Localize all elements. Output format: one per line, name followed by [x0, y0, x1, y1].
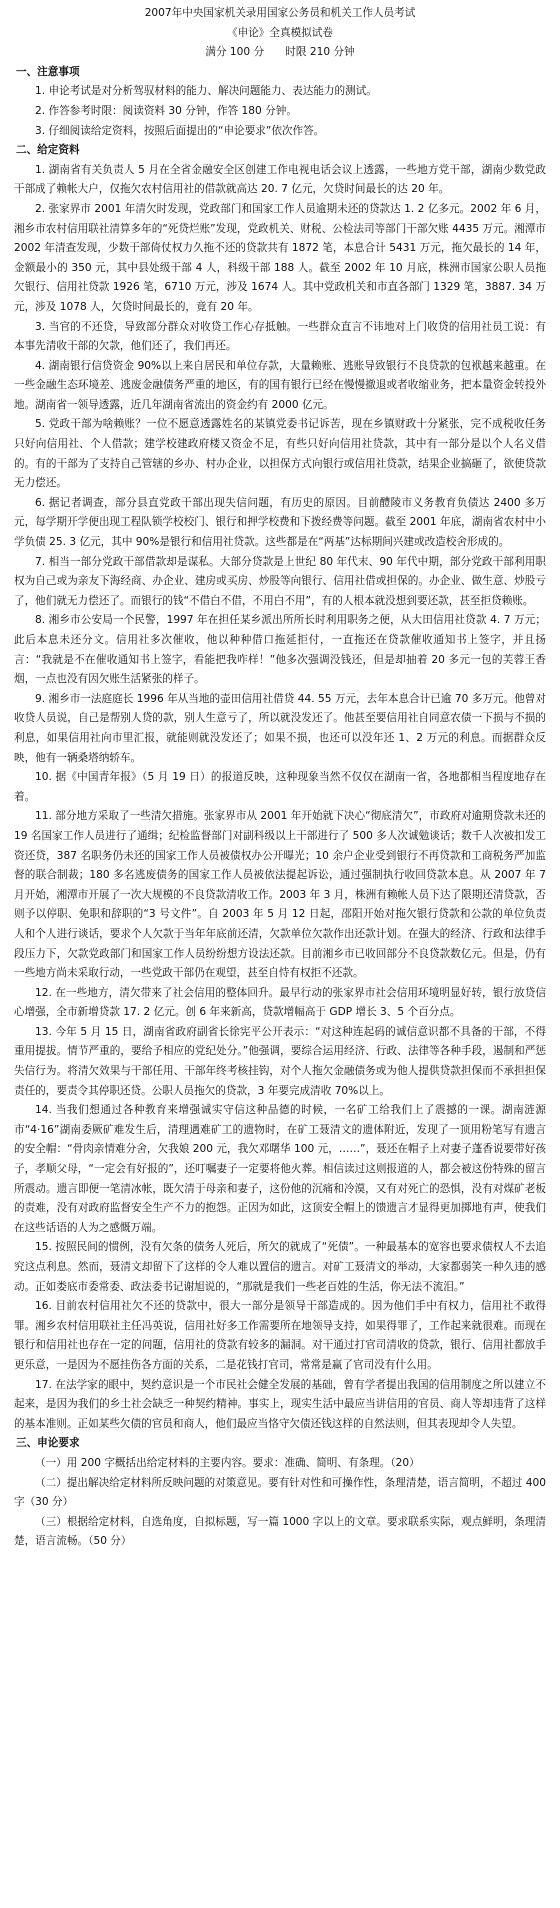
- note-item: 1. 申论考试是对分析驾驭材料的能力、解决问题能力、表达能力的测试。: [35, 85, 377, 98]
- material-paragraph: 12. 在一些地方，清欠带来了社会信用的整体回升。最早行动的张家界市社会信用环境明显好转，银行放贷信心增强，全市新增贷款 17. 2 亿元。创 6 年来新高，贷款增幅高于 GDP 增长 3、5 个百分点。: [14, 986, 546, 1019]
- material-paragraph: 4. 湖南银行信贷资金 90%以上来自居民和单位存款，大量赖账、逃账导致银行不良贷款的包袱越来越重。在一些金融生态环境差、逃废金融债务严重的地区，有的国有银行已经在慢慢撤退或者收缩业务，把本量资金转投外地。湖南省一领导透露，近几年湖南省流出的资金约有 2000 亿元。: [14, 359, 546, 411]
- requirement-item: （二）提出解决给定材料所反映问题的对策意见。要有针对性和可操作性，条理清楚，语言简明，不超过 400 字（30 分）: [14, 1476, 546, 1509]
- material-paragraph: 13. 今年 5 月 15 日，湖南省政府副省长徐宪平公开表示：“对这种连起码的诚信意识都不具备的干部，不得重用提拔。情节严重的，要给予相应的党纪处分。”他强调，要综合运用经济、行政、法律等各种手段，遏制和严惩失信行为。将清欠效果与干部任用、干部年终考核挂钩，对个人拖欠金融债务或为他人提供贷款担保而不承担担保责任的，要责令其停职还贷。公职人员拖欠的贷款，3 年要完成清收 70%以上。: [14, 1025, 546, 1097]
- material-paragraph: 11. 部分地方采取了一些清欠措施。张家界市从 2001 年开始就下决心“彻底清欠”，市政府对逾期贷款未还的 19 名国家工作人员进行了通缉；纪检监督部门对副科级以上干部进行了 500 多人次诚勉谈话；数千人次被扣发工资还贷，387 名职务仍未还的国家工作人员被债权办公开曝光；10 余户企业受到银行不再贷款和工商税务严加监督的联合制裁；180 多名逃废债务的国家工作人员被依法提起诉讼，通过强制执行收回贷款本息。从 2007 年 7 月开始，湘潭市开展了一次大规模的不良贷款清收工作。2003 年 3 月，株洲有赖帐人员下达了限期还清贷款，否则予以停职、免职和辞职的“3 号文件”。自 2003 年 5 月 12 日起，邵阳开始对拖欠银行贷款和公款的单位负责人和个人进行谈话，要求个人欠款于当年年底前还清，欠款单位欠款作出还款计划。在强大的经济、行政和法律手段压力下，欠款党政部门和国家工作人员纷纷想方设法还款。目前湘乡市已收回部分不良贷款数亿元。但是，仍有一些地方尚未采取行动，一些党政干部仍在观望，甚至自恃有权拒不还款。: [14, 810, 546, 980]
- requirements-heading: 三、申论要求: [16, 1437, 80, 1450]
- material-paragraph: 8. 湘乡市公安局一个民警，1997 年在担任某乡派出所所长时利用职务之便，从大田信用社贷款 4. 7 万元；此后本息未还分文。信用社多次催收，他以种种借口拖延拒付，一直拖还在贷款催收通知书上签字，并且扬言：“我就是不在催收通知书上签字，看能把我咋样！”他多次强调没钱还，但是却抽着 20 多元一包的芙蓉王香烟，一点也没有因欠账生活紧张的样子。: [14, 614, 546, 686]
- exam-meta: 满分 100 分 时限 210 分钟: [205, 46, 355, 59]
- requirement-item: （一）用 200 字概括出给定材料的主要内容。要求：准确、简明、有条理。（20）: [35, 1456, 420, 1469]
- material-paragraph: 3. 当官的不还贷，导致部分群众对收贷工作心存抵触。一些群众直言不讳地对上门收贷的信用社员工说：有本事先清收干部的欠款，他们还了，我们再还。: [14, 320, 546, 353]
- material-paragraph: 1. 湖南省有关负责人 5 月在全省金融安全区创建工作电视电话会议上透露，一些地方党干部，湖南少数党政干部成了赖帐大户，仅拖欠农村信用社的借款就高达 20. 7 亿元，欠贷时间最长的达 20 年。: [14, 163, 546, 196]
- materials-heading: 二、给定资料: [16, 144, 80, 157]
- material-paragraph: 14. 当我们想通过各种教育来增强诚实守信这种品德的时候，一名矿工给我们上了震撼的一课。湖南涟源市“4·16”湖南委厥矿难发生后，清理遇难矿工的遗物时，在矿工聂清文的遗体附近，发现了一顶用粉笔写有遗言的安全帽：“骨肉亲情难分舍，欠我娘 200 元，我欠邓曙华 100 元，……”，聂还在帽子上对妻子蓬香说要带好孩子，孝顺父母，“一定会有好报的”，还叮嘱妻子一定要将他火葬。相信读过这则报道的人，都会被这份特殊的留言所震动。遗言即便一笔清冰帐，既欠清于母亲和妻子，这份他的沉痛和冷漠，又有对死亡的恐惧，没有对煤矿老板的责难，没有对政府监督安全生产不力的抱怨。正因为如此，这顶安全帽上的馈遗言才显得更加掷地有声，使我们在这些话语的人为之感慨万端。: [14, 1104, 546, 1234]
- exam-title: 2007年中央国家机关录用国家公务员和机关工作人员考试: [144, 7, 416, 19]
- requirement-item: （三）根据给定材料，自选角度，自拟标题，写一篇 1000 字以上的文章。要求联系实际，观点鲜明，条理清楚，语言流畅。（50 分）: [14, 1515, 546, 1548]
- material-paragraph: 16. 目前农村信用社欠不还的贷款中，很大一部分是领导干部造成的。因为他们手中有权力，信用社不敢得罪。湘乡农村信用联社主任冯英说，信用社好多工作需要所在地领导支持，如果得罪了，工作起来就很难。而现在银行和信用社也存在一定的问题，信用社的贷款有较多的漏洞。对干通过打官司清收的贷款，银行、信用社都放手更乐意，一是因为不愿挂伤各方面的关系，二是花钱打官司，常常是赢了官司没有什么用。: [14, 1300, 546, 1371]
- material-paragraph: 5. 党政干部为啥赖账？一位不愿意透露姓名的某镇党委书记诉苦，现在乡镇财政十分紧张，完不成税收任务只好向信用社、个人借款；建学校建政府楼又资金不足，有些只好向信用社贷款，其中有一部分是以个人名义借的。有的干部为了支持自己管辖的乡办、村办企业，以担保方式向银行或信用社贷款，结果企业搞砸了，欲使贷款无力偿还。: [14, 418, 546, 490]
- material-paragraph: 15. 按照民间的惯例，没有欠条的债务人死后，所欠的就成了“死债”。一种最基本的宽容也要求债权人不去追究这点利息。然而，聂清文却留下了这样的令人难以置信的遗言。对矿工聂清文的举动，大家都弱笑一种久违的感动。正如娄底市委常委、政法委书记谢旭说的，“那就是我们一些老百姓的生活，你无法不流泪。”: [14, 1241, 546, 1293]
- material-paragraph: 2. 张家界市 2001 年清欠时发现，党政部门和国家工作人员逾期未还的贷款达 1. 2 亿多元。2002 年 6 月，湘乡市农村信用联社清算多年的“死贷烂账”发现，党政机关、财税、公检法司等部门干部欠账 4435 万元。湘潭市 2002 年清查发现，少数干部倚仗权力久拖不还的贷款共有 1872 笔，本息合计 5431 万元，拖欠最长的 14 年，金额最小的 350 元，其中县处级干部 4 人，科级干部 188 人。截至 2002 年 10 月底，株洲市国家公职人员拖欠银行、信用社贷款 1926 笔，6710 万元，涉及 1674 人。其中党政机关和市直各部门 1329 笔，3887. 34 万元，涉及 1078 人，欠贷时间最长的，竟有 20 年。: [14, 202, 546, 313]
- exam-subtitle: 《申论》全真模拟试卷: [227, 26, 333, 39]
- material-paragraph: 10. 据《中国青年报》（5 月 19 日）的报道反映，这种现象当然不仅仅在湖南一省，各地都相当程度地存在着。: [14, 771, 546, 803]
- note-item: 2. 作答参考时限：阅读资料 30 分钟，作答 180 分钟。: [35, 104, 297, 117]
- material-paragraph: 9. 湘乡市一法庭庭长 1996 年从当地的壶田信用社借贷 44. 55 万元，去年本息合计已逾 70 多万元。他曾对收贷人员说，自己是帮别人贷的款，别人生意亏了，所以就没发还了。他甚至要信用社自同意农债一下损与不损的利息，如果信用社向市里汇报，就能则就没发还了；如果不损，也还可以没年还 1、2 万元的利息。而据群众反映，他有一辆桑塔纳轿车。: [14, 692, 546, 764]
- notes-heading: 一、注意事项: [16, 65, 80, 78]
- requirements-list: [14, 1454, 546, 1552]
- materials-body: [14, 161, 546, 1435]
- note-item: 3. 仔细阅读给定资料，按照后面提出的“申论要求”依次作答。: [35, 124, 325, 137]
- material-paragraph: 6. 据记者调查，部分县直党政干部出现失信问题，有历史的原因。目前醴陵市义务教育负债达 2400 多万元，每学期开学便出现工程队锁学校校门、银行和押学校费和下拨经费等问题。截至 2001 年底，湖南省农村中小学负债 25. 3 亿元，其中 90%是银行和信用社贷款。这些都是在“两基”达标期间兴建或改造校舍形成的。: [14, 496, 546, 549]
- material-paragraph: 17. 在法学家的眼中，契约意识是一个市民社会健全发展的基础，曾有学者提出我国的信用制度之所以建立不起来，是因为我们的乡土社会缺乏一种契约精神。事实上，现实生活中最应当讲信用的官员、商人等却违背了这样的基本准则。正如某些欠债的官员和商人，他们最应当恪守欠债还钱这样的自然法则，但其表现却令人失望。: [14, 1378, 546, 1430]
- material-paragraph: 7. 相当一部分党政干部借款却是谋私。大部分贷款是上世纪 80 年代末、90 年代中期，部分党政干部利用职权为自己或为亲友下海经商、办企业、建房或买房、炒股等向银行、信用社借或担保的。办企业、做生意、炒股亏了，他们就无力偿还了。而银行的钱“不借白不借，不用白不用”，有的人根本就没想到要还款，甚至拒贷赖账。: [14, 555, 546, 607]
- notes-list: [14, 82, 546, 141]
